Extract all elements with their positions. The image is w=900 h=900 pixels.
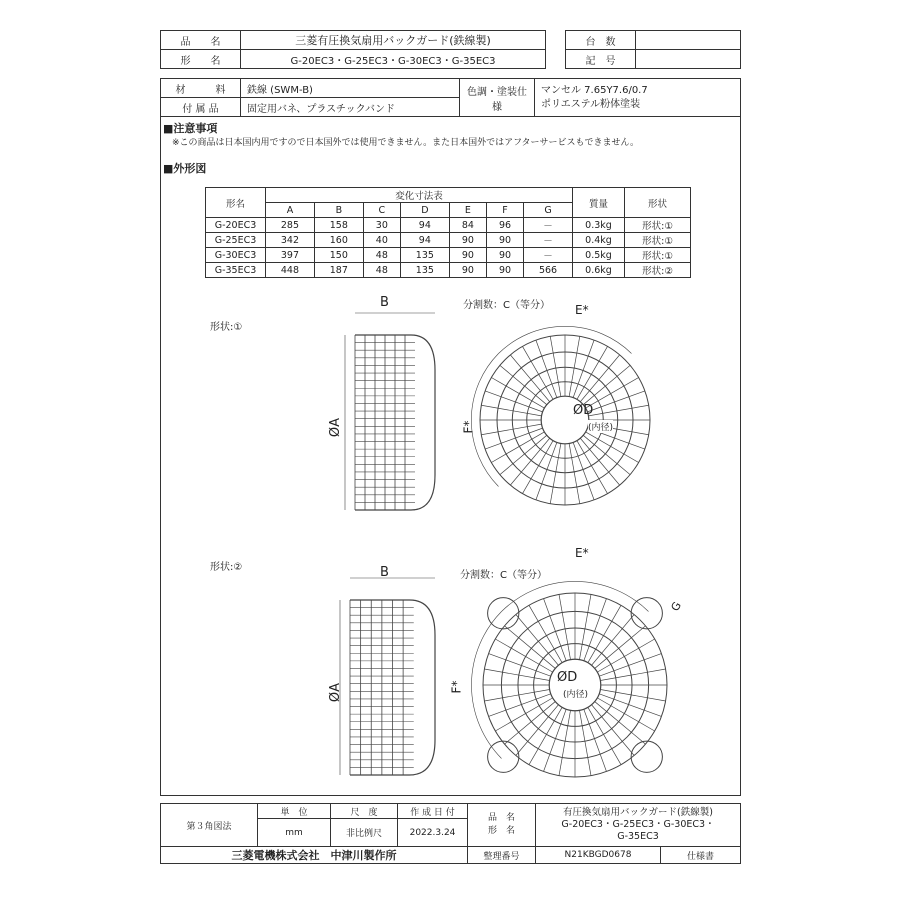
shape1-label: 形状:① — [210, 322, 243, 333]
dim-f-1: F* — [461, 420, 476, 434]
value-cell: 90 — [486, 248, 523, 263]
col-a: A — [266, 203, 315, 218]
shape2-label: 形状:② — [210, 562, 243, 573]
value-cell: 90 — [449, 233, 486, 248]
value-cell: 90 — [449, 248, 486, 263]
spoke — [481, 405, 541, 416]
caution-title: ■注意事項 — [163, 122, 218, 135]
mount-lug — [631, 598, 662, 629]
fm-label: 形 名 — [487, 826, 515, 836]
value-cell: 566 — [524, 263, 573, 278]
pn-label: 品 名 — [487, 813, 515, 823]
material-label: 材 料 — [161, 79, 241, 98]
value-cell: 48 — [363, 248, 400, 263]
model-cell: G-35EC3 — [206, 263, 266, 278]
value-cell: 40 — [363, 233, 400, 248]
model-list: G-20EC3・G-25EC3・G-30EC3・G-35EC3 — [241, 50, 546, 69]
company: 三菱電機株式会社 中津川製作所 — [161, 847, 468, 864]
value-cell: 187 — [314, 263, 363, 278]
dim-b-1: B — [380, 295, 389, 310]
material: 鉄線 (SWM-B) — [241, 79, 460, 98]
value-cell: 285 — [266, 218, 315, 233]
shape-cell: 形状:① — [625, 233, 691, 248]
value-cell: 135 — [400, 248, 449, 263]
spoke — [550, 443, 561, 503]
accessory-label: 付 属 品 — [161, 98, 241, 117]
value-cell: 30 — [363, 218, 400, 233]
value-cell: 90 — [486, 263, 523, 278]
outline-title: ■外形図 — [163, 162, 207, 175]
mass-cell: 0.4kg — [573, 233, 625, 248]
col-e: E — [449, 203, 486, 218]
unit-label: 単 位 — [258, 804, 331, 819]
value-cell: 160 — [314, 233, 363, 248]
col-d: D — [400, 203, 449, 218]
caution-text: ※この商品は日本国内用ですので日本国外では使用できません。また日本国外ではアフターサービスもできません。 — [172, 138, 639, 148]
shape-header: 形状 — [625, 188, 691, 218]
value-cell: 397 — [266, 248, 315, 263]
dim-c-2: 分割数：C（等分） — [460, 570, 547, 581]
qty-label: 台 数 — [566, 31, 636, 50]
shape-cell: 形状:② — [625, 263, 691, 278]
inner-2: (内径) — [563, 687, 588, 700]
mount-lug — [488, 741, 519, 772]
model-header: 形名 — [206, 188, 266, 218]
col-g: G — [524, 203, 573, 218]
col-f: F — [486, 203, 523, 218]
shape-cell: 形状:① — [625, 218, 691, 233]
dim-b-2: B — [380, 565, 389, 580]
spoke — [550, 336, 561, 396]
value-cell: 90 — [449, 263, 486, 278]
projection: 第３角図法 — [161, 804, 258, 847]
date-label: 作 成 日 付 — [398, 804, 468, 819]
value-cell: 48 — [363, 263, 400, 278]
mount-lug — [631, 741, 662, 772]
scale: 非比例尺 — [331, 819, 398, 847]
value-cell: 150 — [314, 248, 363, 263]
value-cell: 448 — [266, 263, 315, 278]
dim-d-2: ØD — [557, 670, 578, 685]
col-b: B — [314, 203, 363, 218]
value-cell: 342 — [266, 233, 315, 248]
dim-c-1: 分割数：C（等分） — [463, 300, 550, 311]
ref-label: 整理番号 — [468, 847, 536, 864]
dim-e-2: E* — [575, 546, 589, 560]
value-cell: － — [524, 248, 573, 263]
footer-name: 有圧換気扇用バックガード(鉄線製) — [563, 807, 713, 818]
value-cell: 96 — [486, 218, 523, 233]
date: 2022.3.24 — [398, 819, 468, 847]
product-label: 品 名 — [161, 31, 241, 50]
mass-cell: 0.3kg — [573, 218, 625, 233]
spoke — [588, 405, 648, 416]
inner-1: (内径) — [588, 420, 613, 433]
mass-cell: 0.5kg — [573, 248, 625, 263]
dim-e-1: E* — [575, 303, 589, 317]
model-label: 形 名 — [161, 50, 241, 69]
color-2: ポリエステル粉体塗装 — [541, 98, 641, 110]
dim-f-2: F* — [449, 680, 464, 694]
unit: mm — [258, 819, 331, 847]
spoke — [569, 336, 580, 396]
doc-type: 仕様書 — [661, 847, 741, 864]
inner-ring — [549, 659, 601, 711]
value-cell: － — [524, 218, 573, 233]
value-cell: 135 — [400, 263, 449, 278]
spoke — [484, 689, 549, 701]
value-cell: 84 — [449, 218, 486, 233]
dims-title: 変化寸法表 — [266, 188, 573, 203]
dim-a-1: ØA — [328, 417, 344, 438]
shape-cell: 形状:① — [625, 248, 691, 263]
spoke — [600, 669, 665, 681]
col-c: C — [363, 203, 400, 218]
spoke — [559, 594, 571, 659]
mass-cell: 0.6kg — [573, 263, 625, 278]
footer-models-2: G-35EC3 — [617, 831, 659, 842]
accessory: 固定用バネ、プラスチックバンド — [241, 98, 460, 117]
value-cell: － — [524, 233, 573, 248]
spoke — [579, 594, 591, 659]
spoke — [579, 710, 591, 775]
model-cell: G-20EC3 — [206, 218, 266, 233]
mount-lug — [488, 598, 519, 629]
spoke — [481, 424, 541, 435]
dim-d-1: ØD — [573, 403, 594, 418]
model-cell: G-30EC3 — [206, 248, 266, 263]
title-block — [160, 803, 741, 864]
scale-label: 尺 度 — [331, 804, 398, 819]
value-cell: 90 — [486, 233, 523, 248]
value-cell: 94 — [400, 218, 449, 233]
ref-number: N21KBGD0678 — [536, 847, 661, 864]
spoke — [600, 689, 665, 701]
color-label: 色調・塗装仕様 — [460, 79, 535, 117]
spoke — [559, 710, 571, 775]
dim-a-2: ØA — [328, 682, 344, 703]
symbol-label: 記 号 — [566, 50, 636, 69]
spoke — [484, 669, 549, 681]
value-cell: 94 — [400, 233, 449, 248]
color-1: マンセル 7.65Y7.6/0.7 — [541, 84, 648, 96]
spoke — [569, 443, 580, 503]
model-cell: G-25EC3 — [206, 233, 266, 248]
mass-header: 質量 — [573, 188, 625, 218]
value-cell: 158 — [314, 218, 363, 233]
dim-g: G — [668, 599, 685, 614]
footer-models-1: G-20EC3・G-25EC3・G-30EC3・ — [561, 819, 715, 830]
product-name: 三菱有圧換気扇用バックガード(鉄線製) — [241, 31, 546, 50]
